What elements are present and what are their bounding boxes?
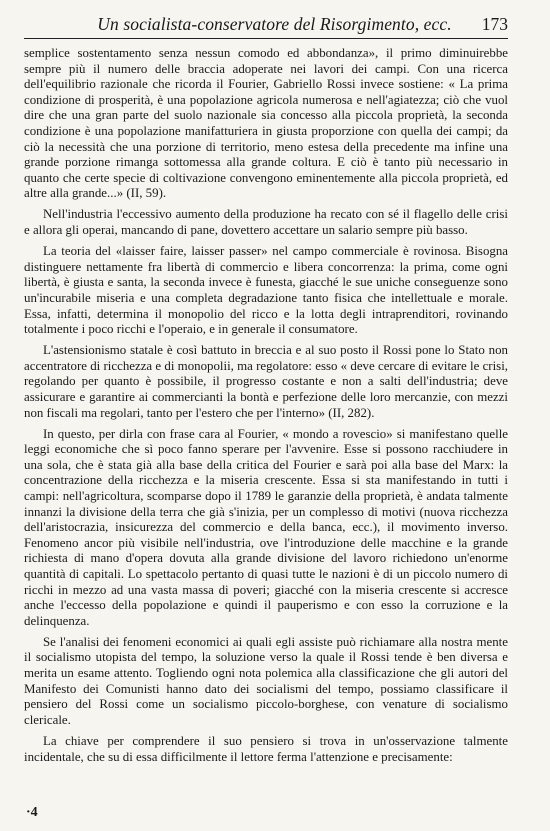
page-header (24, 14, 508, 39)
paragraph: L'astensionismo statale è così battuto in breccia e al suo posto il Rossi pone lo Stato non accentratore di ricchezza e di monopolii, ma regolatore: esso « deve cercare di evitare le crisi, regolando per quanto è possibile, il progresso costante e non a salti dell'industria; deve assicurare e garantire ai commercianti la bontà e perfezione delle loro mercanzie, con mezzi non fiscali ma regolari, tanto per l'estero che per l'interno» (II, 282). (24, 343, 508, 420)
running-title: Un socialista-conservatore del Risorgimento, ecc. (97, 14, 452, 34)
paragraph: Se l'analisi dei fenomeni economici ai quali egli assiste può richiamare alla nostra mente il socialismo utopista del tempo, la soluzione verso la quale il Rossi tende è ben diversa e merita un esame attento. Togliendo ogni nota polemica alla classificazione che gli autori del Manifesto dei Comunisti hanno dato dei socialismi del tempo, possiamo classificare il pensiero del Rossi come un socialismo piccolo-borghese, con venature di socialismo clericale. (24, 634, 508, 727)
page-number: 173 (481, 14, 508, 34)
signature-mark: ·4 (26, 805, 38, 820)
paragraph: Nell'industria l'eccessivo aumento della produzione ha recato con sé il flagello delle crisi e allora gli operai, mancando di pane, dovettero accettare un salario sempre più basso. (24, 207, 508, 238)
paragraph: semplice sostentamento senza nessun comodo ed abbondanza», il primo diminuirebbe sempre più il numero delle braccia adoperate nei lavori dei campi. Con una ricerca dell'equilibrio razionale che ricorda il Fourier, Gabriello Rossi invece sostiene: « La prima condizione di prosperità, è una popolazione agricola numerosa e nell'agiatezza; ciò che vuol dire che una gran parte del suolo nazionale sia concesso alla piccola proprietà, la seconda condizione è una popolazione manifatturiera in giusta proporzione con quella dei campi; da ciò la necessità che una porzione di territorio, meno estesa della precedente ma infine una grande porzione rimanga sottomessa alla grande coltura. E ciò è tanto più necessario in quanto che certe specie di coltivazione convengono eminentemente alla piccola proprietà, ed altre alla grande...» (II, 59). (24, 46, 508, 201)
paragraph: La teoria del «laisser faire, laisser passer» nel campo commerciale è rovinosa. Bisogna distinguere nettamente fra libertà di commercio e libera concorrenza: la prima, come ogni libertà, è giusta e santa, la seconda invece è funesta, giacché le sue uniche conseguenze sono un'incurabile miseria e una completa degradazione tanto fisica che intellettuale e morale. Essa, infatti, determina il monopolio del ricco e la lotta degli intraprenditori, rovinando totalmente i poco ricchi e l'operaio, e in generale il consumatore. (24, 244, 508, 337)
paragraph: In questo, per dirla con frase cara al Fourier, « mondo a rovescio» si manifestano quelle leggi economiche che sì poco fanno sperare per l'avvenire. Esse si possono racchiudere in una sola, che è stata già alla base della critica del Fourier e sarà poi alla base del Marx: la concentrazione della ricchezza e la miseria crescente. Essa si sta manifestando in tutti i campi: nell'agricoltura, scomparse dopo il 1789 le garanzie della proprietà, è andata talmente innanzi la divisione della terra che già s'inizia, per un complesso di motivi (nuova ricchezza dell'aristocrazia, insicurezza del commercio e della banca, ecc.), il movimento inverso. Fenomeno ancor più visibile nell'industria, ove l'introduzione delle macchine e la grande richiesta di mano d'opera dovuta alla grande divisione del lavoro richiedono un'enorme quantità di capitali. Lo spettacolo pertanto di quasi tutte le nazioni è di un piccolo numero di ricchi in mezzo ad una vasta massa di poveri; giacché con la miseria crescente si accresce anche l'eccesso della popolazione e quindi il pauperismo e con esso la corruzione e la delinquenza. (24, 426, 508, 628)
signature-mark-number: 4 (30, 805, 38, 820)
paragraph: La chiave per comprendere il suo pensiero si trova in un'osservazione talmente incidentale, che su di essa difficilmente il lettore ferma l'attenzione e precisamente: (24, 733, 508, 764)
body-text (24, 46, 508, 765)
